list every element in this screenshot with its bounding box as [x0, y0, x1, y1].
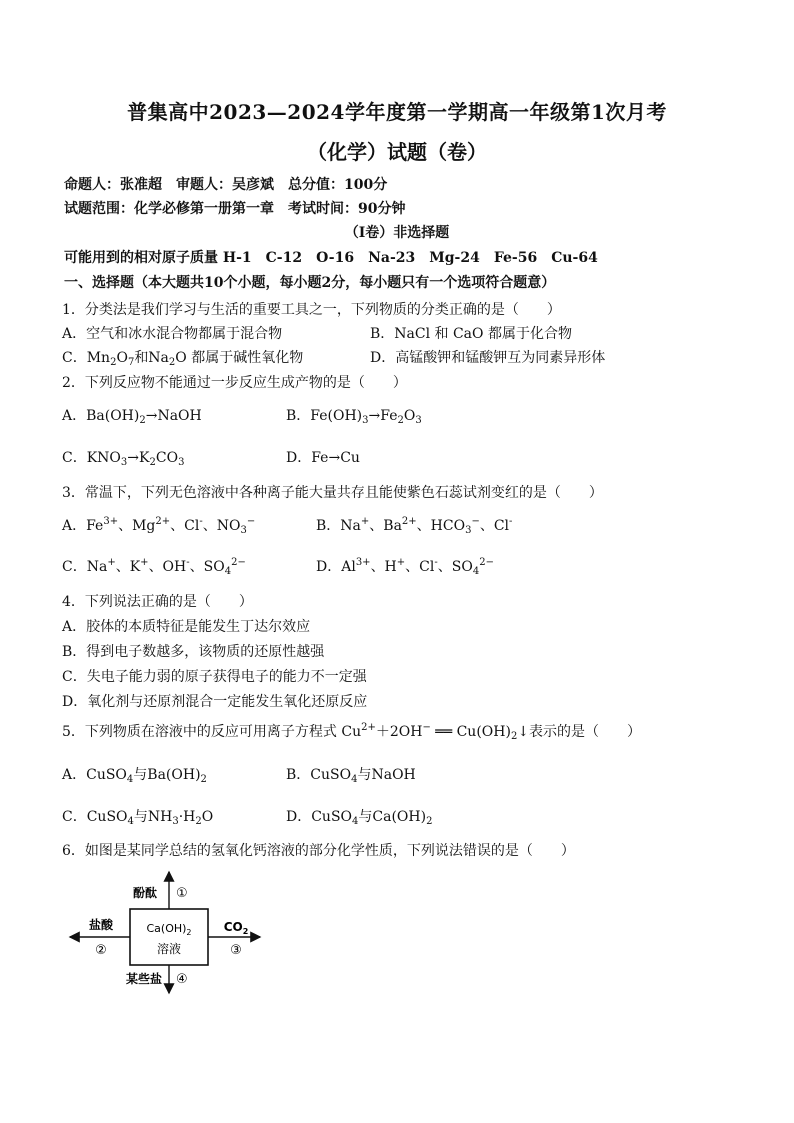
question-5-option-d: D．CuSO$_4$与$Ca(OH)_2$ — [286, 809, 433, 827]
exam-subtitle: （化学）试题（卷） — [307, 140, 487, 164]
exam-title: 普集高中2023—2024学年度第一学期高一年级第1次月考 — [127, 100, 667, 124]
question-4-option-d: D．氧化剂与还原剂混合一定能发生氧化还原反应 — [62, 694, 368, 710]
center-label-formula: $Ca(OH)_2$ — [146, 922, 192, 937]
question-3-option-a: A．$Fe^{3+}$、$Mg^{2+}$、Cl-、$NO_3^-$ — [62, 516, 256, 536]
question-2-option-c: C．$KNO_3\to K_2CO_3$ — [62, 450, 185, 468]
question-3-stem: 3．常温下，下列无色溶液中各种离子能大量共存且能使紫色石蕊试剂变红的是（ ） — [62, 485, 603, 501]
question-3-option-c: C．Na+、K+、OH-、$SO_4^{2-}$ — [62, 557, 246, 577]
scope-line: 试题范围：化学必修第一册第一章 考试时间：90分钟 — [64, 201, 406, 217]
question-1-option-a: A．空气和冰水混合物都属于混合物 — [62, 326, 283, 342]
atomic-masses-line: 可能用到的相对原子质量 H-1 C-12 O-16 Na-23 Mg-24 Fe-56 Cu-64 — [64, 250, 598, 266]
question-5-stem: 5．下列物质在溶液中的反应可用离子方程式 $Cu^{2+}+2OH^-$ ══ $Cu(OH)_2↓$表示的是（ ） — [62, 722, 642, 742]
question-4-option-c: C．失电子能力弱的原子获得电子的能力不一定强 — [62, 669, 367, 685]
question-1-option-b: B．NaCl 和 CaO 都属于化合物 — [370, 326, 572, 342]
question-1-option-c: C．$Mn_2O_7$和$Na_2O$ 都属于碱性氧化物 — [62, 350, 304, 368]
center-box — [130, 909, 208, 965]
question-2-option-a: A．$Ba(OH)_2\to NaOH$ — [62, 408, 202, 426]
right-label: $CO_2$ — [223, 920, 249, 936]
question-4-stem: 4．下列说法正确的是（ ） — [62, 594, 253, 610]
center-label-solution: 溶液 — [156, 942, 182, 956]
right-number: ③ — [230, 943, 242, 958]
left-label: 盐酸 — [88, 918, 114, 932]
question-4-option-a: A．胶体的本质特征是能发生丁达尔效应 — [62, 619, 311, 635]
question-2-option-d: D．Fe→Cu — [286, 450, 360, 466]
bottom-label: 某些盐 — [125, 972, 162, 986]
top-label: 酚酞 — [132, 886, 157, 900]
question-5-option-a: A．CuSO$_4$与$Ba(OH)_2$ — [62, 767, 207, 785]
section-heading: （Ⅰ卷）非选择题 — [344, 225, 450, 241]
question-3-option-b: B．Na+、$Ba^{2+}$、$HCO_3^-$、Cl- — [316, 516, 513, 536]
bottom-number: ④ — [176, 972, 188, 987]
part-one-heading: 一、选择题（本大题共10个小题，每小题2分，每小题只有一个选项符合题意） — [64, 275, 556, 291]
question-2-option-b: B．$Fe(OH)_3\to Fe_2O_3$ — [286, 408, 422, 426]
question-3-option-d: D．$Al^{3+}$、H+、Cl-、$SO_4^{2-}$ — [316, 557, 494, 577]
question-6-stem: 6．如图是某同学总结的氢氧化钙溶液的部分化学性质，下列说法错误的是（ ） — [62, 843, 575, 859]
left-number: ② — [95, 943, 107, 958]
question-2-stem: 2．下列反应物不能通过一步反应生成产物的是（ ） — [62, 375, 407, 391]
calcium-hydroxide-diagram — [64, 866, 264, 996]
question-4-option-b: B．得到电子数越多，该物质的还原性越强 — [62, 644, 325, 660]
question-5-option-c: C．CuSO$_4$与$NH_3\cdot H_2O$ — [62, 809, 214, 827]
question-1-option-d: D．高锰酸钾和锰酸钾互为同素异形体 — [370, 350, 606, 366]
authors-line: 命题人：张准超 审题人：吴彦斌 总分值：100分 — [64, 177, 388, 193]
question-5-option-b: B．CuSO$_4$与NaOH — [286, 767, 416, 785]
top-number: ① — [176, 886, 188, 901]
question-1-stem: 1．分类法是我们学习与生活的重要工具之一，下列物质的分类正确的是（ ） — [62, 302, 561, 318]
